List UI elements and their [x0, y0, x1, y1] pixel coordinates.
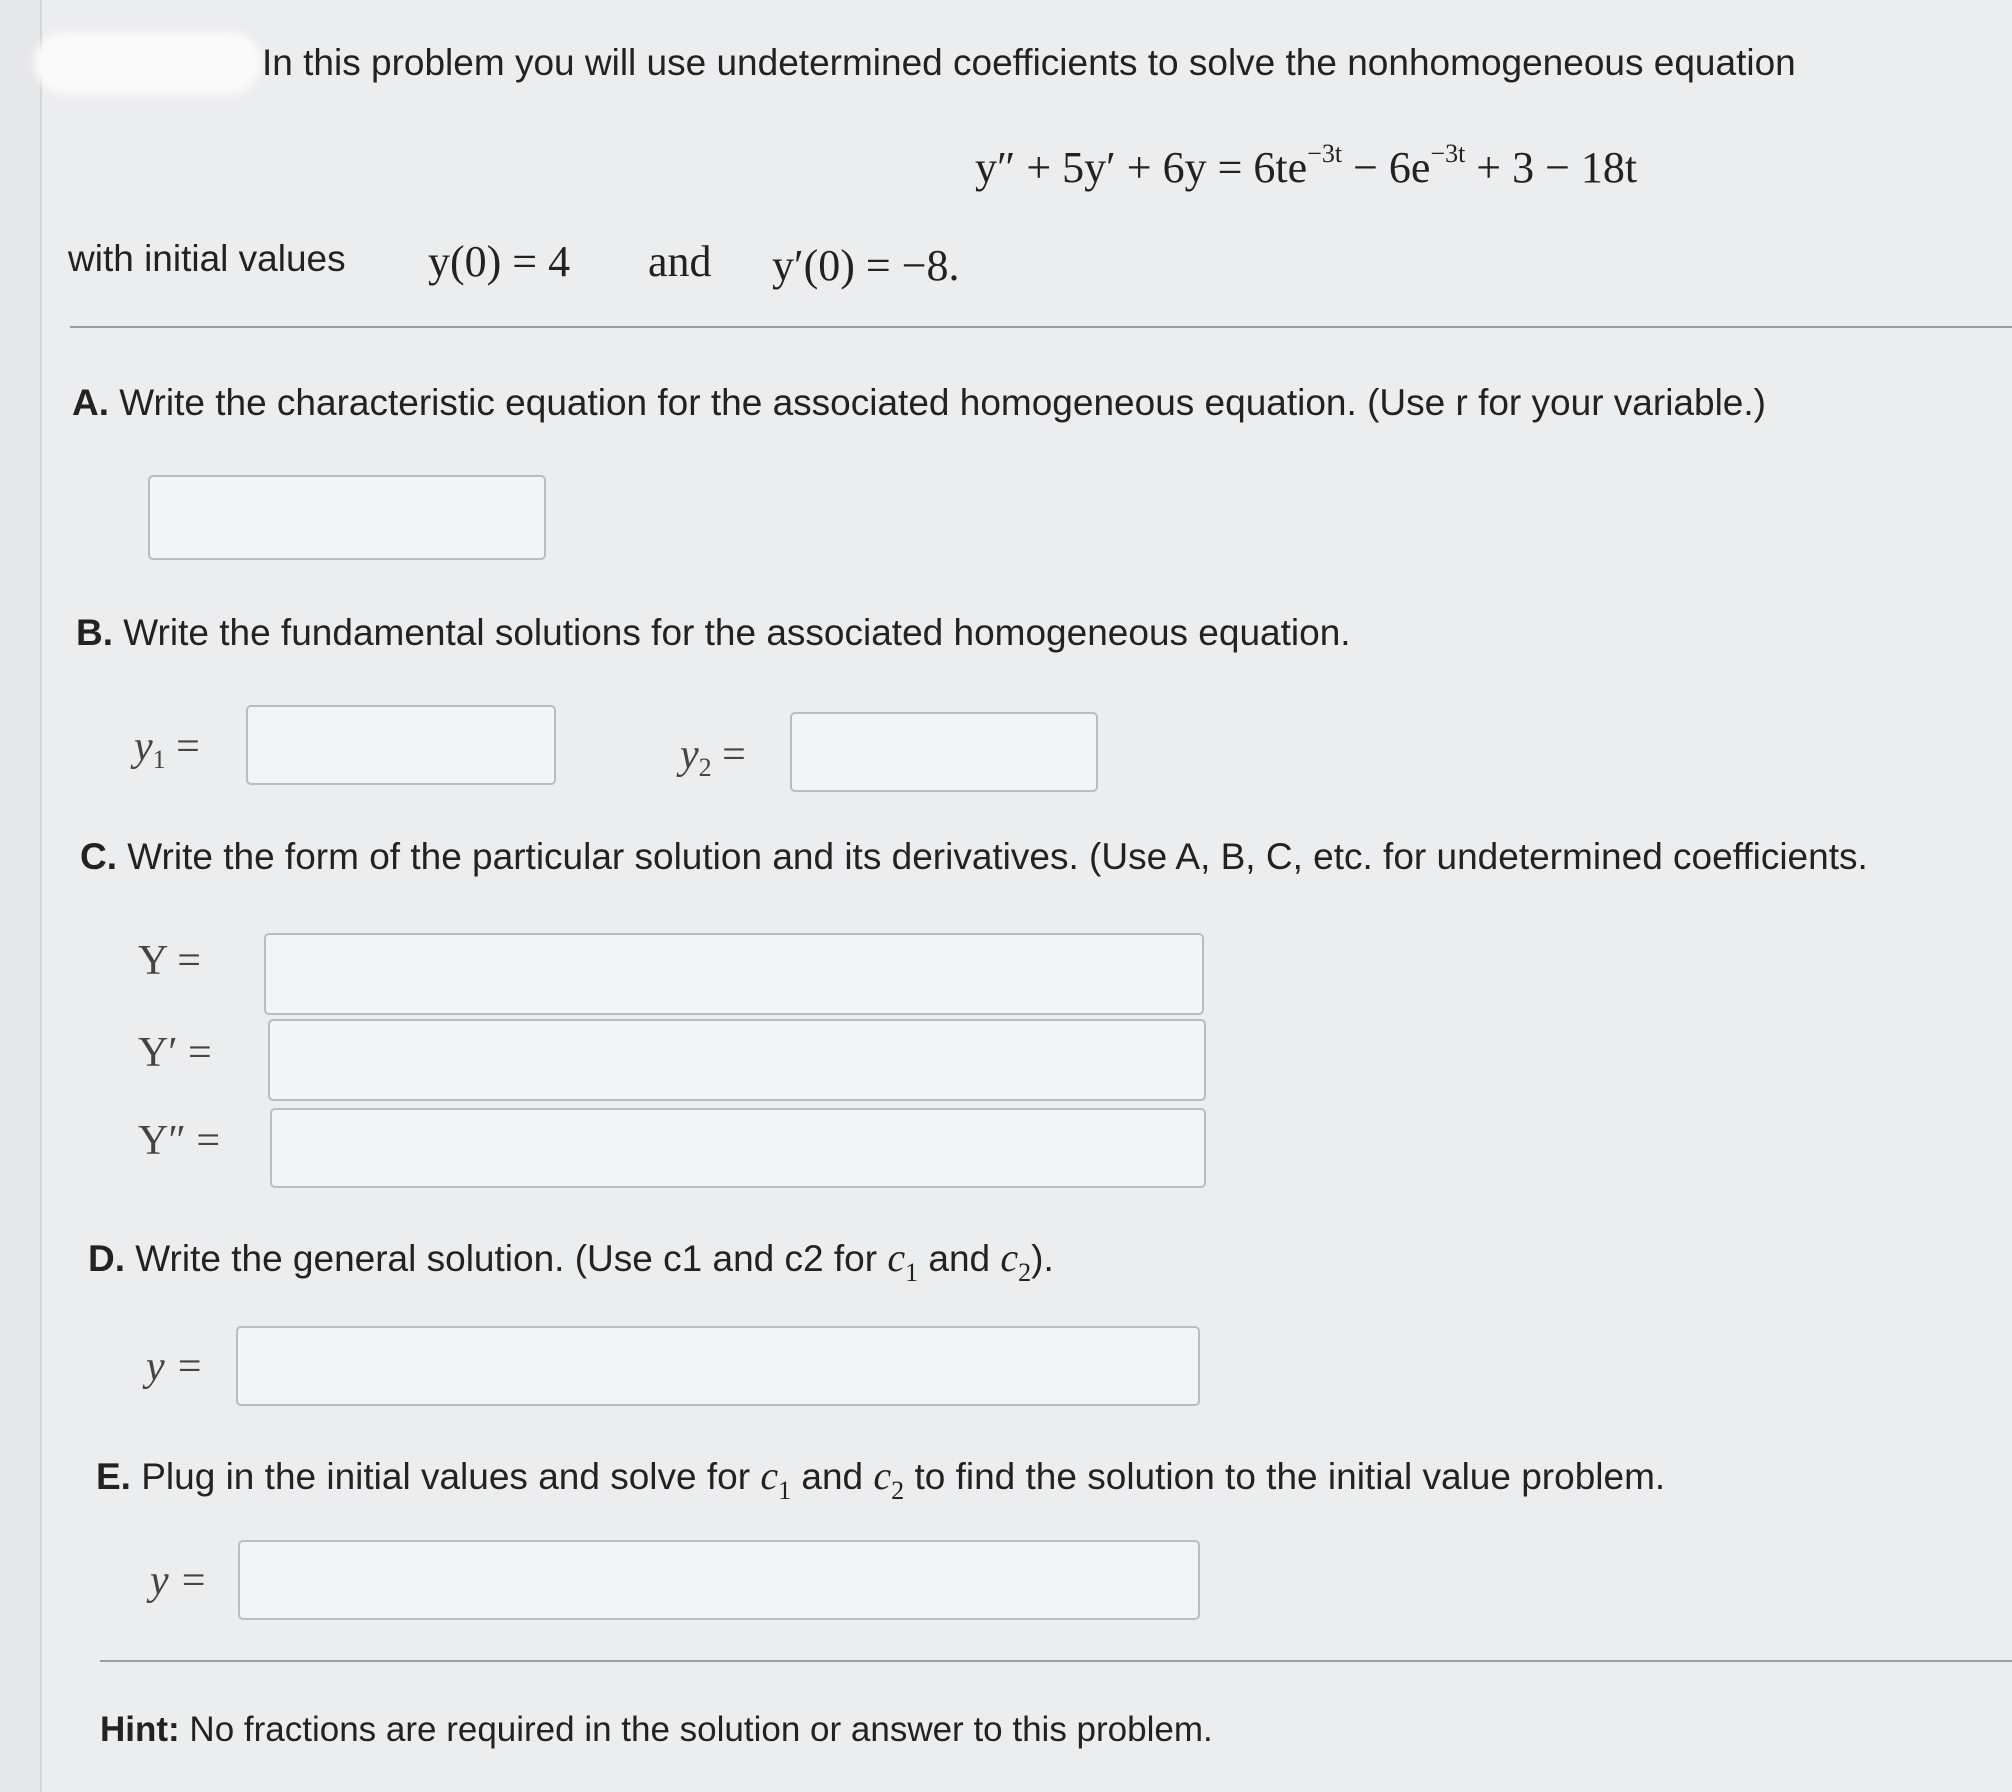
part-d-c2-subscript: 2 [1018, 1258, 1032, 1287]
initial-values-label: with initial values [68, 238, 346, 279]
y2-input[interactable] [790, 712, 1098, 792]
general-solution-label [146, 1346, 203, 1388]
part-a-prompt [72, 384, 1766, 421]
part-e-text-after: to find the solution to the initial value problem. [904, 1456, 1666, 1497]
y2-symbol: y [680, 732, 699, 778]
part-d-c2-symbol: c [1000, 1235, 1019, 1280]
y2-label [680, 732, 746, 782]
part-e-c1-symbol: c [760, 1453, 779, 1498]
y1-symbol: y [134, 724, 153, 770]
hint-label: Hint: [100, 1710, 180, 1749]
part-d-text-before: Write the general solution. (Use c1 and c2 for [135, 1238, 888, 1279]
equation-exp2: −3t [1430, 139, 1466, 168]
part-d-prompt [88, 1235, 1054, 1287]
part-c-prompt [80, 838, 1868, 875]
part-e-c1-subscript: 1 [778, 1476, 792, 1505]
part-d-c2 [1000, 1235, 1032, 1287]
part-b-letter: B. [76, 612, 113, 653]
redacted-region [40, 38, 255, 88]
Y-input[interactable] [264, 933, 1204, 1015]
equation-exp1: −3t [1307, 139, 1343, 168]
part-e-c2-subscript: 2 [891, 1476, 905, 1505]
part-e-c1 [760, 1453, 792, 1505]
part-c-text: Write the form of the particular solution and its derivatives. (Use A, B, C, etc. for undetermined coefficients. [127, 836, 1868, 877]
equation-lhs: y″ + 5y′ + 6y = [975, 143, 1243, 192]
part-e-letter: E. [96, 1456, 131, 1497]
ivp-solution-symbol: y = [150, 1558, 208, 1604]
divider-top [70, 326, 2012, 328]
part-b-prompt [76, 614, 1351, 651]
part-e-prompt [96, 1453, 1666, 1505]
divider-bottom [100, 1660, 2012, 1662]
part-e-and: and [791, 1456, 874, 1497]
intro-text: In this problem you will use undetermined coefficients to solve the nonhomogeneous equation [262, 42, 1796, 83]
equation-term1: 6te [1253, 143, 1308, 192]
Y-double-prime-input[interactable] [270, 1108, 1206, 1188]
part-d-text-after: ). [1031, 1238, 1054, 1279]
part-c-letter: C. [80, 836, 117, 877]
ivp-solution-input[interactable] [238, 1540, 1200, 1620]
part-d-and: and [918, 1238, 1001, 1279]
ivp-solution-label [150, 1560, 207, 1602]
part-d-letter: D. [88, 1238, 125, 1279]
y2-equals: = [722, 732, 746, 778]
y1-equals: = [176, 724, 200, 770]
initial-condition-1: y(0) = 4 [428, 237, 571, 286]
part-e-c2-symbol: c [873, 1453, 892, 1498]
general-solution-symbol: y = [146, 1344, 204, 1390]
equation-term3: + 3 − 18t [1465, 143, 1638, 192]
part-d-c1-subscript: 1 [905, 1258, 919, 1287]
y1-subscript: 1 [152, 745, 166, 774]
y1-input[interactable] [246, 705, 556, 785]
main-equation [975, 139, 1638, 192]
Y-prime-input[interactable] [268, 1019, 1206, 1101]
Y-label: Y = [138, 938, 201, 984]
hint-text [100, 1712, 1213, 1747]
y2-subscript: 2 [698, 753, 712, 782]
part-a-text: Write the characteristic equation for the associated homogeneous equation. (Use r for your variable.) [119, 382, 1766, 423]
general-solution-input[interactable] [236, 1326, 1200, 1406]
part-b-text: Write the fundamental solutions for the associated homogeneous equation. [123, 612, 1351, 653]
part-d-c1-symbol: c [887, 1235, 906, 1280]
part-e-text-before: Plug in the initial values and solve for [141, 1456, 761, 1497]
part-e-c2 [873, 1453, 905, 1505]
equation-term2: − 6e [1342, 143, 1431, 192]
characteristic-equation-input[interactable] [148, 475, 546, 560]
Y-double-prime-label: Y″ = [138, 1118, 221, 1164]
Y-prime-label: Y′ = [138, 1030, 212, 1076]
initial-condition-2: y′(0) = −8. [772, 241, 960, 290]
initial-and: and [648, 237, 712, 286]
hint-body: No fractions are required in the solution or answer to this problem. [179, 1710, 1213, 1749]
part-a-letter: A. [72, 382, 109, 423]
part-d-c1 [887, 1235, 919, 1287]
y1-label [134, 724, 200, 774]
